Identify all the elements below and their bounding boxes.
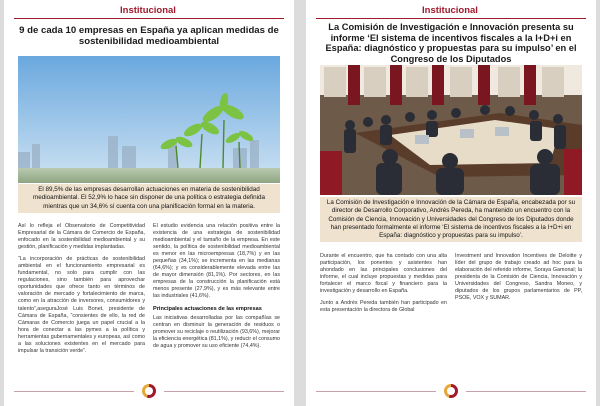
paragraph: El estudio evidencia una relación positiva entre la existencia de una estrategia de sostenibilidad medioambiental y el tamaño de la empresa. En este sentido, la política de sostenibilidad medioambiental es menor en las microempresas (18,7%) y en las pequeñas (34,1%); se incrementa en las medianas (64,6%); y es considerablemente elevada entre las de mayor dimensión (81,1%). Por sectores, en las empresas de la construcción la planificación está menos presente (27,9%), y es más relevante entre las industriales (41,6%).	[153, 223, 280, 300]
meeting-photo	[320, 65, 582, 195]
section-label: Institucional	[116, 5, 180, 16]
paragraph: Así lo refleja el Observatorio de Competitividad Empresarial de la Cámara de Comercio de España, enfocado en la sostenibilidad medioambiental y su gestión, planificación y medidas implantadas.	[18, 223, 145, 251]
chamber-logo	[444, 384, 458, 398]
footer-rule	[164, 391, 284, 392]
section-header	[316, 6, 586, 19]
text-column-1	[320, 253, 447, 319]
footer-rule	[14, 391, 134, 392]
article-title: La Comisión de Investigación e Innovación presenta su informe ‘El sistema de incentivos fiscales a la I+D+i en España: diagnóstico y propuestas para su impulso’ en el Congreso de los Diputados	[325, 22, 577, 64]
left-page	[4, 0, 294, 406]
right-page	[306, 0, 596, 406]
footer-rule	[316, 391, 436, 392]
footer-rule	[466, 391, 586, 392]
subheading: Principales actuaciones de las empresas	[153, 305, 262, 312]
plant-photo	[18, 56, 280, 183]
section-label: Institucional	[418, 5, 482, 16]
text-column-2	[455, 253, 582, 307]
paragraph: “La incorporación de prácticas de sostenibilidad ambiental en el funcionamiento empresarial es fundamental, no solo para cumplir con las regulaciones, sino también para aprovechar oportunidades que ofrece tanto en términos de valoración de mercado y fortalecimiento de marca, como en la atracción de inversores, consumidores y talento”,aseguraJosé Luis Bonet, presidente de Cámara de España, “consientes de ello, la red de Cámaras de Comercio juega un papel crucial a la hora de conectar a las pymes a la política y herramientas gubernamentales y europeas, así como a las soluciones existentes en el mercado para impulsar la transición verde”.	[18, 256, 145, 354]
photo-caption: La Comisión de Investigación e Innovación de la Cámara de España, encabezada por su director de Desarrollo Corporativo, Andrés Pereda, ha mantenido un encuentro con la Comisión de Ciencia, Innovación y Universidades del Congreso de los Diputados donde han presentado formalmente el informe ‘El sistema de incentivos fiscales a la I+D+i en España: diagnóstico y propuestas para su impulso’.	[320, 197, 582, 242]
paragraph: Junto a Andrés Pereda también han participado en esta presentación la directora de Global	[320, 300, 447, 314]
paragraph: Investment and Innovation Incentives de Deloitte y líder del grupo de trabajo creado ad hoc para la elaboración del referido informe, Soraya Gamonal; la presidenta de la Comisión de Ciencia, Innovación y Universidades del Congreso, Sandra Moneo, y diputados de los grupos parlamentarios de PP, PSOE, VOX y SUMAR.	[455, 253, 582, 302]
paragraph: Durante el encuentro, que ha contado con una alta participación, los ponentes y asistentes han ahondado en las principales conclusiones del informe, el cual incluye propuestas y medidas para fortalecer el marco fiscal y financiero para la investigación y desarrollo en España.	[320, 253, 447, 295]
text-column-2	[153, 223, 280, 355]
chamber-logo	[142, 384, 156, 398]
article-title: 9 de cada 10 empresas en España ya aplican medidas de sostenibilidad medioambiental	[19, 25, 279, 47]
photo-caption: El 89,5% de las empresas desarrollan actuaciones en materia de sostenibilidad medioambiental. El 52,9% lo hace sin disponer de una política o estrategia definida mientras que un 34,6% sí cuenta con una planificación formal en la materia.	[18, 184, 280, 213]
text-column-1	[18, 223, 145, 360]
section-header	[14, 6, 284, 19]
paragraph: Las iniciativas desarrolladas por las compañías se centran en disminuir la generación de residuos o promover su reciclaje o reutilización (93,6%), mejorar la eficiencia energética (81,1%), y reducir el consumo de agua y promover su uso eficiente (74,4%).	[153, 314, 280, 349]
